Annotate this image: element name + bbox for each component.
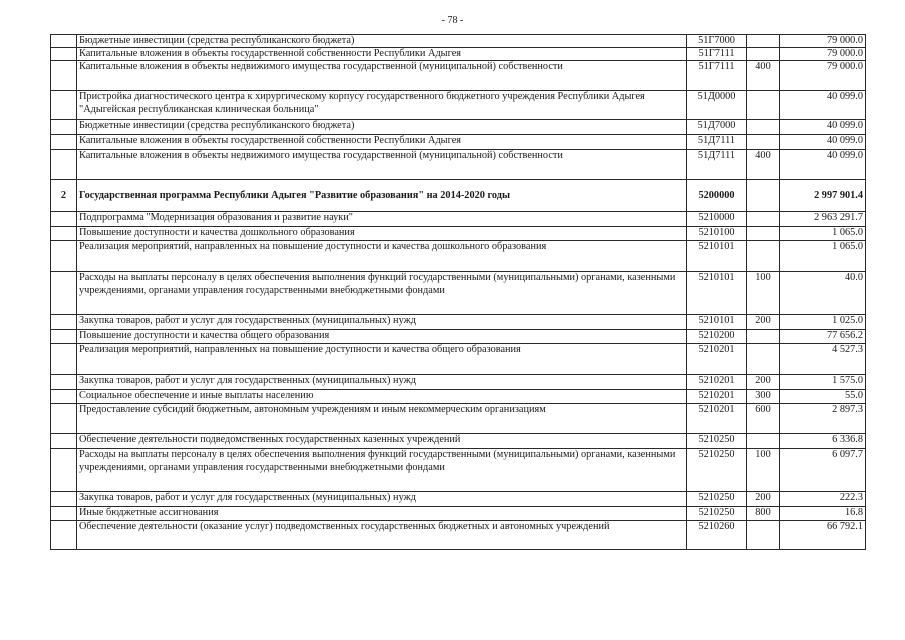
target-code-cell: 5210201 (687, 404, 747, 434)
amount-cell: 6 097.7 (780, 449, 866, 492)
table-row (51, 344, 866, 375)
expense-name-cell: Бюджетные инвестиции (средства республиканского бюджета) (77, 120, 687, 135)
target-code-cell: 5210250 (687, 449, 747, 492)
amount-cell: 4 527.3 (780, 344, 866, 375)
target-code-cell: 5210201 (687, 344, 747, 375)
expense-name-cell: Социальное обеспечение и иные выплаты населению (77, 390, 687, 404)
target-code-cell: 5210201 (687, 375, 747, 390)
amount-cell: 1 575.0 (780, 375, 866, 390)
table-row (51, 272, 866, 315)
expense-name-cell: Капитальные вложения в объекты недвижимого имущества государственной (муниципальной) собственности (77, 150, 687, 180)
row-number-cell (51, 375, 77, 390)
expense-type-cell (747, 241, 780, 272)
table-row (51, 434, 866, 449)
row-number-cell (51, 520, 77, 549)
expense-name-cell: Закупка товаров, работ и услуг для государственных (муниципальных) нужд (77, 315, 687, 330)
amount-cell: 40 099.0 (780, 91, 866, 120)
amount-cell: 2 897.3 (780, 404, 866, 434)
expense-name-cell: Повышение доступности и качества дошкольного образования (77, 227, 687, 241)
target-code-cell: 51Д7111 (687, 135, 747, 150)
target-code-cell: 5210101 (687, 241, 747, 272)
row-number-cell (51, 212, 77, 227)
target-code-cell: 5210100 (687, 227, 747, 241)
amount-cell: 55.0 (780, 390, 866, 404)
expense-type-cell: 800 (747, 507, 780, 520)
expense-type-cell (747, 344, 780, 375)
expense-type-cell (747, 35, 780, 48)
table-row (51, 375, 866, 390)
target-code-cell: 51Д7111 (687, 150, 747, 180)
expense-type-cell: 400 (747, 61, 780, 91)
row-number-cell (51, 48, 77, 61)
amount-cell: 77 656.2 (780, 330, 866, 344)
expense-name-cell: Предоставление субсидий бюджетным, автономным учреждениям и иным некоммерческим организациям (77, 404, 687, 434)
amount-cell: 40.0 (780, 272, 866, 315)
expense-type-cell (747, 520, 780, 549)
expense-name-cell: Реализация мероприятий, направленных на повышение доступности и качества дошкольного образования (77, 241, 687, 272)
table-row (51, 35, 866, 48)
target-code-cell: 5210250 (687, 434, 747, 449)
budget-table (50, 34, 866, 550)
row-number-cell (51, 61, 77, 91)
table-row (51, 492, 866, 507)
expense-name-cell: Иные бюджетные ассигнования (77, 507, 687, 520)
row-number-cell (51, 35, 77, 48)
expense-type-cell (747, 227, 780, 241)
row-number-cell (51, 91, 77, 120)
target-code-cell: 51Д7000 (687, 120, 747, 135)
row-number-cell (51, 330, 77, 344)
expense-name-cell: Капитальные вложения в объекты недвижимого имущества государственной (муниципальной) собственности (77, 61, 687, 91)
table-row (51, 212, 866, 227)
expense-type-cell: 600 (747, 404, 780, 434)
target-code-cell: 5210200 (687, 330, 747, 344)
row-number-cell (51, 272, 77, 315)
table-row (51, 390, 866, 404)
row-number-cell (51, 507, 77, 520)
target-code-cell: 5210101 (687, 315, 747, 330)
expense-name-cell: Реализация мероприятий, направленных на повышение доступности и качества общего образования (77, 344, 687, 375)
expense-type-cell: 100 (747, 272, 780, 315)
table-row (51, 135, 866, 150)
table-row (51, 227, 866, 241)
expense-type-cell (747, 91, 780, 120)
row-number-cell (51, 390, 77, 404)
expense-name-cell: Закупка товаров, работ и услуг для государственных (муниципальных) нужд (77, 492, 687, 507)
table-row (51, 404, 866, 434)
expense-type-cell (747, 180, 780, 212)
expense-type-cell (747, 135, 780, 150)
amount-cell: 79 000.0 (780, 61, 866, 91)
target-code-cell: 51Д0000 (687, 91, 747, 120)
target-code-cell: 5210101 (687, 272, 747, 315)
table-row (51, 91, 866, 120)
target-code-cell: 51Г7000 (687, 35, 747, 48)
amount-cell: 222.3 (780, 492, 866, 507)
row-number-cell (51, 227, 77, 241)
expense-name-cell: Бюджетные инвестиции (средства республиканского бюджета) (77, 35, 687, 48)
amount-cell: 6 336.8 (780, 434, 866, 449)
row-number-cell (51, 135, 77, 150)
row-number-cell (51, 120, 77, 135)
expense-name-cell: Закупка товаров, работ и услуг для государственных (муниципальных) нужд (77, 375, 687, 390)
expense-type-cell: 200 (747, 315, 780, 330)
table-row (51, 520, 866, 549)
target-code-cell: 51Г7111 (687, 48, 747, 61)
expense-name-cell: Пристройка диагностического центра к хирургическому корпусу государственного бюджетного учреждения Республики Адыгея "Адыгейская республиканская клиническая больница" (77, 91, 687, 120)
expense-type-cell: 300 (747, 390, 780, 404)
amount-cell: 40 099.0 (780, 135, 866, 150)
amount-cell: 79 000.0 (780, 48, 866, 61)
amount-cell: 1 065.0 (780, 227, 866, 241)
amount-cell: 40 099.0 (780, 150, 866, 180)
table-row (51, 120, 866, 135)
expense-type-cell: 200 (747, 492, 780, 507)
amount-cell: 16.8 (780, 507, 866, 520)
expense-type-cell: 400 (747, 150, 780, 180)
amount-cell: 2 997 901.4 (780, 180, 866, 212)
expense-type-cell: 100 (747, 449, 780, 492)
table-row (51, 241, 866, 272)
expense-name-cell: Расходы на выплаты персоналу в целях обеспечения выполнения функций государственными (муниципальными) органами, казенными учреждениями, органами управления государственными внебюджетными фондами (77, 449, 687, 492)
row-number-cell (51, 315, 77, 330)
target-code-cell: 5210250 (687, 492, 747, 507)
row-number-cell (51, 150, 77, 180)
amount-cell: 1 025.0 (780, 315, 866, 330)
expense-name-cell: Обеспечение деятельности (оказание услуг) подведомственных государственных бюджетных и автономных учреждений (77, 520, 687, 549)
expense-type-cell (747, 120, 780, 135)
amount-cell: 40 099.0 (780, 120, 866, 135)
expense-name-cell: Обеспечение деятельности подведомственных государственных казенных учреждений (77, 434, 687, 449)
target-code-cell: 5200000 (687, 180, 747, 212)
expense-name-cell: Капитальные вложения в объекты государственной собственности Республики Адыгея (77, 48, 687, 61)
expense-type-cell (747, 330, 780, 344)
expense-type-cell (747, 212, 780, 227)
row-number-cell (51, 449, 77, 492)
row-number-cell (51, 404, 77, 434)
target-code-cell: 5210201 (687, 390, 747, 404)
table-row (51, 507, 866, 520)
expense-name-cell: Подпрограмма "Модернизация образования и развитие науки" (77, 212, 687, 227)
table-row (51, 48, 866, 61)
page-number: - 78 - (441, 15, 464, 26)
expense-name-cell: Капитальные вложения в объекты государственной собственности Республики Адыгея (77, 135, 687, 150)
table-row (51, 330, 866, 344)
table-row (51, 315, 866, 330)
row-number-cell: 2 (51, 180, 77, 212)
table-row (51, 61, 866, 91)
row-number-cell (51, 434, 77, 449)
expense-name-cell: Повышение доступности и качества общего образования (77, 330, 687, 344)
expense-type-cell (747, 48, 780, 61)
target-code-cell: 5210260 (687, 520, 747, 549)
expense-name-cell: Расходы на выплаты персоналу в целях обеспечения выполнения функций государственными (муниципальными) органами, казенными учреждениями, органами управления государственными внебюджетными фондами (77, 272, 687, 315)
amount-cell: 2 963 291.7 (780, 212, 866, 227)
row-number-cell (51, 344, 77, 375)
table-row (51, 180, 866, 212)
table-row (51, 449, 866, 492)
target-code-cell: 5210250 (687, 507, 747, 520)
amount-cell: 79 000.0 (780, 35, 866, 48)
expense-name-cell: Государственная программа Республики Адыгея "Развитие образования" на 2014-2020 годы (77, 180, 687, 212)
row-number-cell (51, 241, 77, 272)
target-code-cell: 5210000 (687, 212, 747, 227)
amount-cell: 66 792.1 (780, 520, 866, 549)
table-row (51, 150, 866, 180)
target-code-cell: 51Г7111 (687, 61, 747, 91)
expense-type-cell: 200 (747, 375, 780, 390)
expense-type-cell (747, 434, 780, 449)
amount-cell: 1 065.0 (780, 241, 866, 272)
row-number-cell (51, 492, 77, 507)
